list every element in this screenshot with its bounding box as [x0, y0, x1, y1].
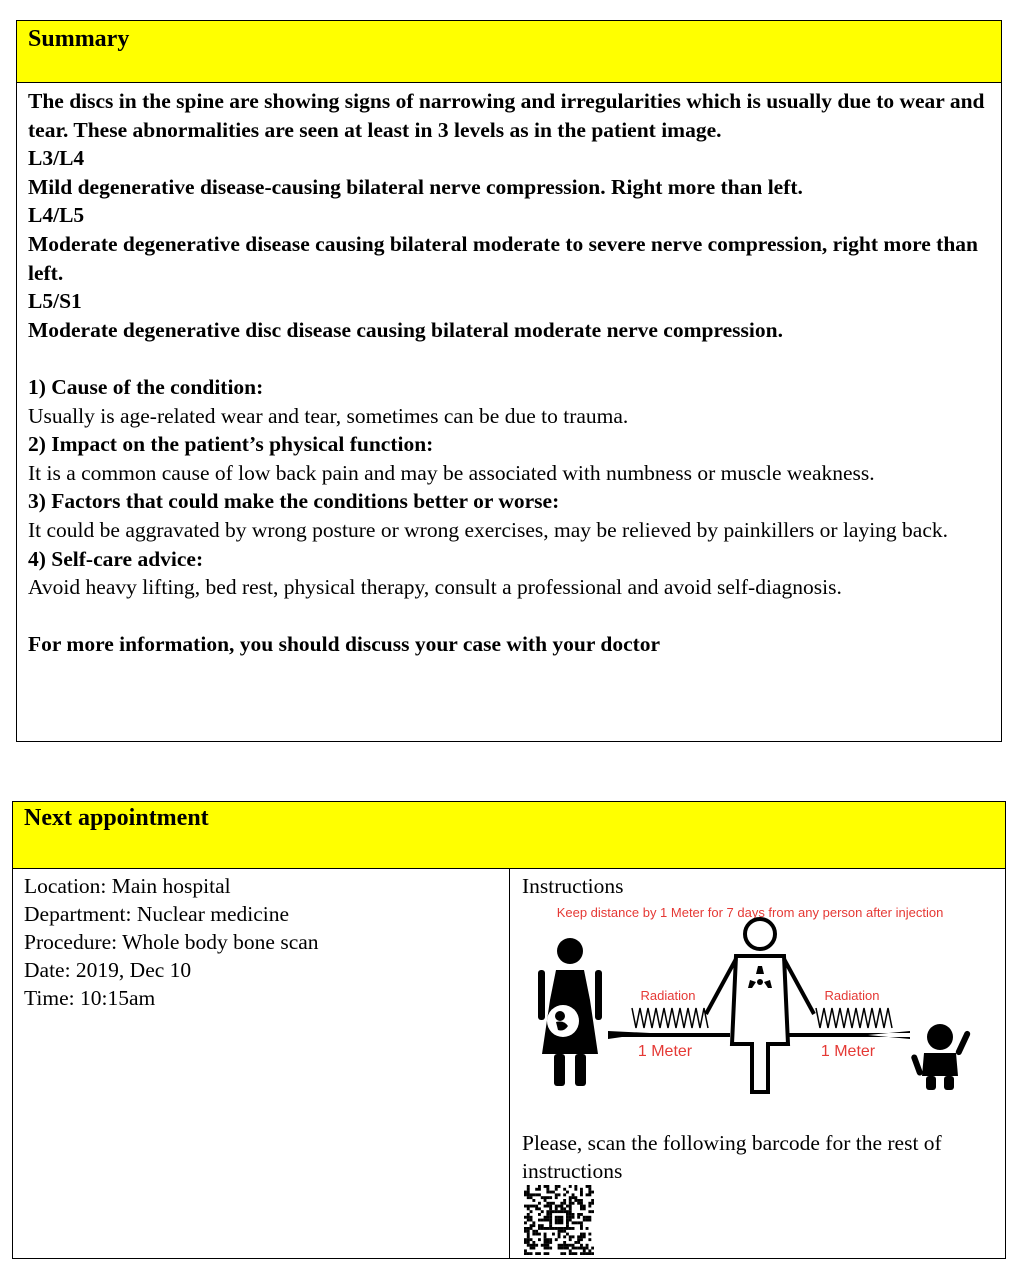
summary-footer: For more information, you should discuss your case with your doctor	[28, 632, 661, 657]
qr-code-icon[interactable]	[524, 1185, 594, 1262]
section-text: It is a common cause of low back pain and may be associated with numbness or muscle weakness.	[28, 460, 875, 485]
level-finding: Mild degenerative disease-causing bilateral nerve compression. Right more than left.	[28, 174, 803, 199]
appointment-date: Date: 2019, Dec 10	[24, 958, 192, 982]
level-finding: Moderate degenerative disease causing bilateral moderate to severe nerve compression, right more than left.	[28, 231, 978, 285]
appointment-details	[13, 869, 510, 1258]
section-text: Avoid heavy lifting, bed rest, physical therapy, consult a professional and avoid self-diagnosis.	[28, 575, 842, 600]
level-finding: Moderate degenerative disc disease causing bilateral moderate nerve compression.	[28, 317, 783, 342]
illustration-caption: Keep distance by 1 Meter for 7 days from any person after injection	[556, 905, 944, 920]
pregnant-woman-icon	[538, 938, 602, 1086]
distance-label-right: 1 Meter	[820, 1043, 876, 1060]
radioactive-person-icon	[706, 919, 814, 1092]
distance-arrow-left	[608, 1031, 730, 1039]
child-icon	[910, 1024, 971, 1090]
summary-intro: The discs in the spine are showing signs of narrowing and irregularities which is usually due to wear and tear. These abnormalities are seen at least in 3 levels as in the patient image.	[28, 89, 985, 142]
appointment-instructions	[510, 869, 1005, 1258]
section-text: It could be aggravated by wrong posture or wrong exercises, may be relieved by painkillers or laying back.	[28, 517, 949, 542]
radiation-wave-left	[632, 1008, 708, 1028]
radiation-wave-right	[816, 1008, 892, 1028]
appointment-department: Department: Nuclear medicine	[24, 902, 290, 926]
distance-arrow-right	[788, 1031, 910, 1039]
section-heading: 1) Cause of the condition:	[28, 374, 264, 399]
distance-label-left: 1 Meter	[637, 1043, 693, 1060]
appointment-columns	[13, 869, 1005, 1258]
appointment-title: Next appointment	[13, 802, 1005, 869]
scan-instructions: Please, scan the following barcode for the rest of instructions	[522, 1131, 942, 1183]
level-name: L3/L4	[28, 146, 85, 171]
instructions-label: Instructions	[522, 874, 624, 898]
section-heading: 4) Self-care advice:	[28, 546, 204, 571]
radiation-label-right: Radiation	[824, 988, 880, 1003]
section-text: Usually is age-related wear and tear, sometimes can be due to trauma.	[28, 403, 629, 428]
radiation-label-left: Radiation	[640, 988, 696, 1003]
summary-body	[17, 83, 1001, 659]
summary-title: Summary	[17, 21, 1001, 83]
spacer	[28, 602, 990, 631]
section-heading: 3) Factors that could make the conditions better or worse:	[28, 489, 560, 514]
section-heading: 2) Impact on the patient’s physical function:	[28, 432, 434, 457]
spacer	[28, 344, 990, 373]
appointment-box	[12, 801, 1006, 1259]
appointment-location: Location: Main hospital	[24, 874, 231, 898]
appointment-time: Time: 10:15am	[24, 986, 156, 1010]
radiation-distance-illustration	[520, 904, 980, 1129]
radiation-trefoil-icon	[748, 966, 772, 988]
level-name: L4/L5	[28, 203, 85, 228]
summary-box	[16, 20, 1002, 742]
appointment-procedure: Procedure: Whole body bone scan	[24, 930, 319, 954]
level-name: L5/S1	[28, 289, 82, 314]
